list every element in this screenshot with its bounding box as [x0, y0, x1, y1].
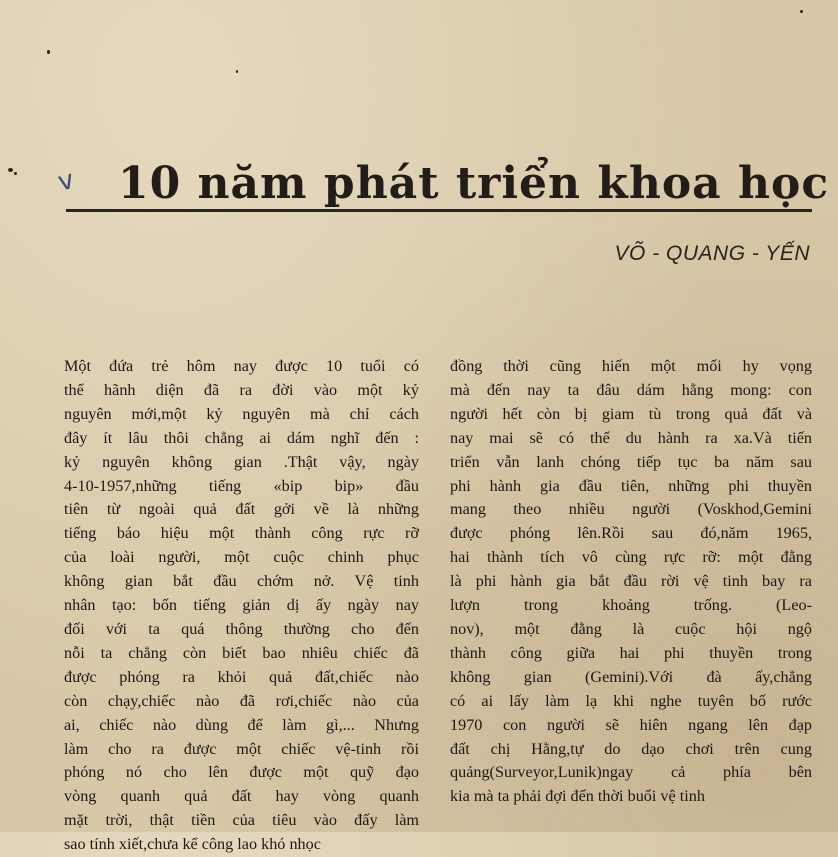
- text-line: mặt trời, thật tiền của tiêu vào đấy làm: [64, 811, 419, 830]
- text-line: được phóng ra khỏi quả đất,chiếc nào: [64, 667, 419, 686]
- text-line: nguyên mới,một kỷ nguyên mà chỉ cách: [64, 404, 419, 423]
- text-line: làm cho ra được một chiếc vệ-tinh rồi: [64, 739, 419, 758]
- text-line: phóng nó cho lên được một quỹ đạo: [64, 763, 419, 782]
- text-line: không gian bắt đầu chớm nở. Vệ tinh: [64, 572, 419, 591]
- text-line: kia mà ta phải đợi đến thời buổi vệ tinh: [450, 787, 705, 806]
- text-line: nhân tạo: bốn tiếng giản dị ấy ngày nay: [64, 596, 419, 615]
- text-line: Một đứa trẻ hôm nay được 10 tuổi có: [64, 357, 419, 375]
- text-line: sao tính xiết,chưa kể công lao khó nhọc: [64, 835, 321, 854]
- title-underline: [66, 209, 812, 212]
- paper-speck: [47, 50, 50, 54]
- text-line: lượn trong khoảng trống. (Leo-: [450, 596, 812, 615]
- text-line: mang theo nhiều người (Voskhod,Gemini: [450, 500, 812, 519]
- text-line: thể hãnh diện đã ra đời vào một kỷ: [64, 380, 419, 399]
- text-line: triển vẫn lanh chóng tiếp tục ba năm sau: [450, 452, 812, 471]
- title-block: [54, 150, 830, 216]
- text-line: kỷ nguyên không gian .Thật vậy, ngày: [64, 452, 419, 471]
- text-line: phi hành gia đầu tiên, những phi thuyền: [450, 476, 812, 495]
- text-line: đồng thời cũng hiến một mối hy vọng: [450, 357, 812, 375]
- text-line: của loài người, một cuộc chinh phục: [64, 548, 419, 567]
- text-line: 4-10-1957,những tiếng «bip bip» đầu: [64, 476, 419, 495]
- pencil-check-mark: v: [54, 164, 78, 198]
- text-line: không gian (Gemini).Với đà ấy,chẳng: [450, 667, 812, 686]
- text-line: quảng(Surveyor,Lunik)ngay cả phía bên: [450, 763, 812, 782]
- text-column-right: [450, 355, 812, 809]
- text-line: ai, chiếc nào dùng để làm gì,... Nhưng: [64, 715, 419, 734]
- text-line: người hết còn bị giam tù trong quả đất và: [450, 404, 812, 423]
- text-line: mà đến nay ta đâu dám hằng mong: con: [450, 380, 812, 399]
- article-title: 10 năm phát triển khoa học: [118, 158, 830, 209]
- text-line: nov), một đằng là cuộc hội ngộ: [450, 619, 812, 638]
- text-line: tiếng báo hiệu một thành công rực rỡ: [64, 524, 419, 543]
- text-line: là phi hành gia bắt đầu rời vệ tinh bay ra: [450, 572, 812, 591]
- text-line: vòng quanh quả đất hay vòng quanh: [64, 787, 419, 806]
- text-line: đối với ta quá thông thường cho đến: [64, 619, 419, 638]
- text-line: hai thành tích vô cùng rực rỡ: một đằng: [450, 548, 812, 567]
- paper-speck: [800, 10, 803, 13]
- paper-speck: [236, 70, 238, 73]
- text-line: đây ít lâu thôi chẳng ai dám nghĩ đến :: [64, 428, 419, 447]
- text-line: thành công giữa hai phi thuyền trong: [450, 643, 812, 662]
- paper-speck: [14, 172, 17, 175]
- text-line: đất chị Hằng,tự do dạo chơi trên cung: [450, 739, 812, 758]
- text-line: có ai lấy làm lạ khi nghe tuyên bố rước: [450, 691, 812, 710]
- text-line: 1970 con người sẽ hiên ngang lên đạp: [450, 715, 812, 734]
- text-column-left: [64, 355, 419, 857]
- text-line: còn chạy,chiếc nào đã rơi,chiếc nào của: [64, 691, 419, 710]
- paper-speck: [8, 168, 13, 172]
- text-line: nỗi ta chẳng còn biết bao nhiêu chiếc đã: [64, 643, 419, 662]
- text-line: được phóng lên.Rồi sau đó,năm 1965,: [450, 524, 812, 543]
- text-line: tiên từ ngoài quả đất gởi về là những: [64, 500, 419, 519]
- text-line: nay mai sẽ có thể du hành ra xa.Và tiến: [450, 428, 812, 447]
- article-author: VÕ - QUANG - YẾN: [614, 242, 810, 265]
